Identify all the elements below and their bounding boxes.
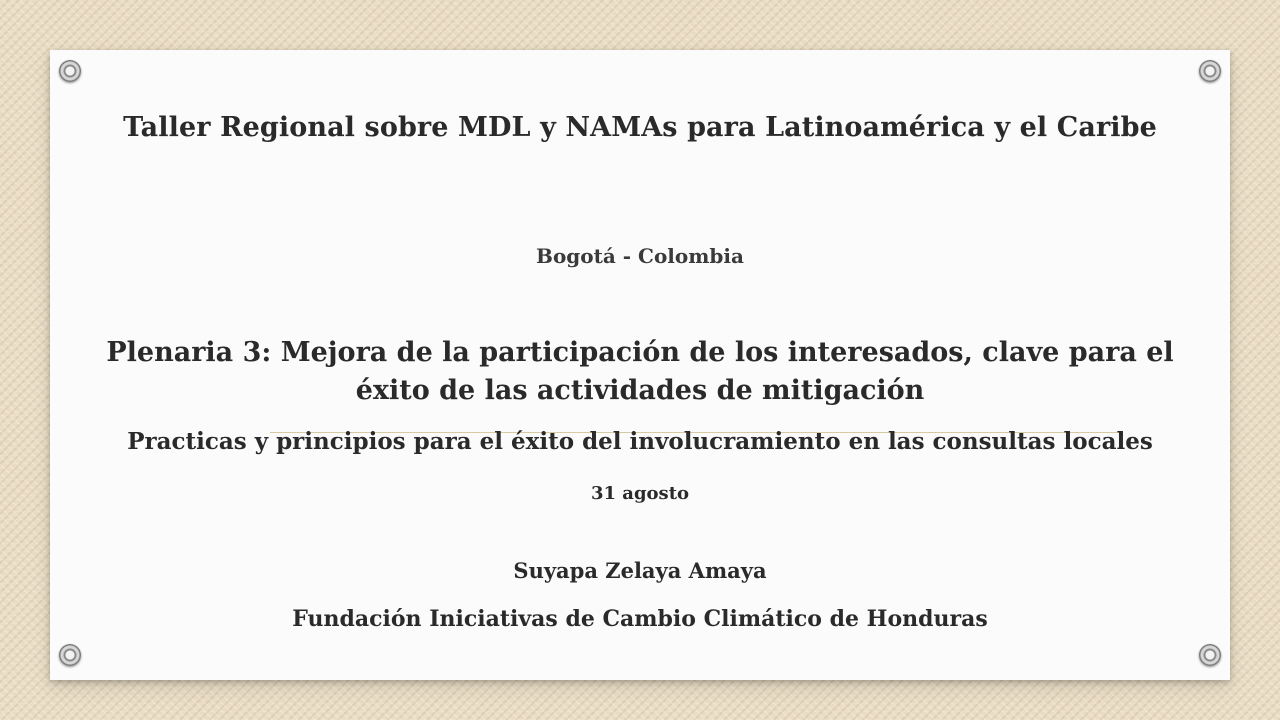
plenary-heading: Plenaria 3: Mejora de la participación de los interesados, clave para el éxito de las actividades de mitigación [106, 337, 1174, 406]
pin-icon [59, 644, 81, 666]
pin-icon [1199, 644, 1221, 666]
pin-icon [1199, 60, 1221, 82]
event-location: Bogotá - Colombia [536, 244, 744, 268]
slide-title: Taller Regional sobre MDL y NAMAs para Latinoamérica y el Caribe [123, 112, 1157, 143]
pin-icon [59, 60, 81, 82]
presentation-date: 31 agosto [590, 483, 690, 504]
presentation-topic: Practicas y principios para el éxito del involucramiento en las consultas locales [127, 428, 1153, 455]
presenter-name: Suyapa Zelaya Amaya [513, 558, 767, 583]
organization-name: Fundación Iniciativas de Cambio Climático de Honduras [292, 606, 988, 632]
